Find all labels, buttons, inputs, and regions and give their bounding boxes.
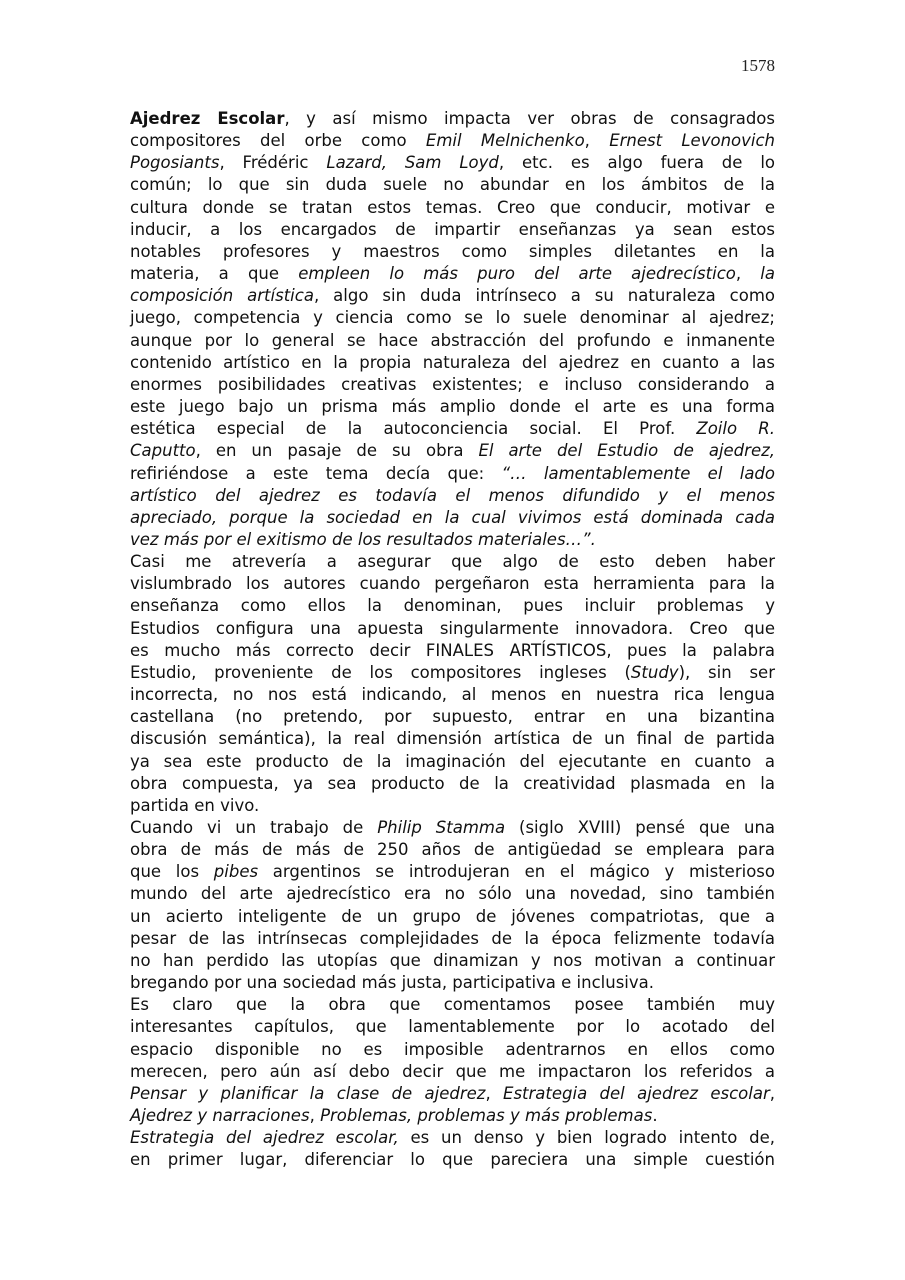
text-segment: espacio disponible no es imposible adentrarnos en ellos como (130, 1039, 775, 1059)
text-line (130, 950, 775, 972)
italic-text: apreciado, porque la sociedad en la cual vivimos está dominada cada (130, 507, 775, 527)
text-line (130, 662, 775, 684)
text-line (130, 529, 775, 551)
text-segment: (siglo XVIII) pensé que una (505, 818, 776, 837)
italic-text: Caputto (130, 441, 196, 461)
text-segment: refiriéndose a este tema decía que: (130, 463, 502, 483)
text-segment: , algo sin duda intrínseco a su naturaleza como (313, 286, 775, 306)
text-line (130, 928, 775, 950)
text-line (130, 839, 775, 861)
text-segment: un acierto inteligente de un grupo de jóvenes compatriotas, que a (130, 906, 775, 926)
italic-text: artístico del ajedrez es todavía el menos difundido y el menos (130, 485, 775, 505)
text-line (130, 197, 775, 219)
text-line (130, 507, 775, 529)
text-segment: ), sin ser (678, 662, 775, 682)
text-line (130, 640, 775, 662)
text-line (130, 418, 775, 440)
text-segment: en primer lugar, diferenciar lo que pareciera una simple cuestión (130, 1150, 775, 1170)
text-segment: ya sea este producto de la imaginación del ejecutante en cuanto a (130, 751, 775, 771)
text-line (130, 285, 775, 307)
page-number: 1578 (741, 56, 775, 75)
italic-text: empleen lo más puro del arte ajedrecístico (298, 264, 736, 284)
text-segment: obra compuesta, ya sea producto de la creatividad plasmada en la (130, 773, 775, 793)
text-segment: , (584, 131, 610, 151)
text-segment: interesantes capítulos, que lamentablemente por lo acotado del (130, 1017, 775, 1037)
italic-text: Ajedrez y narraciones (130, 1106, 310, 1126)
text-segment: materia, a que (130, 264, 299, 284)
text-segment: argentinos se introdujeran en el mágico y misterioso (258, 862, 775, 882)
bold-text: Ajedrez Escolar (130, 109, 285, 128)
italic-text: Pogosiants (130, 153, 220, 173)
text-line (130, 551, 775, 573)
text-segment: incorrecta, no nos está indicando, al menos en nuestra rica lengua (130, 685, 775, 705)
italic-text: “… lamentablemente el lado (501, 463, 775, 483)
text-line (130, 485, 775, 507)
text-segment: enormes posibilidades creativas existentes; e incluso considerando a (130, 374, 775, 394)
text-line (130, 728, 775, 750)
text-segment: común; lo que sin duda suele no abundar en los ámbitos de la (130, 175, 775, 195)
text-line (130, 994, 775, 1016)
italic-text: Lazard, Sam Loyd (326, 153, 499, 173)
text-line (130, 773, 775, 795)
text-segment: partida en vivo. (130, 795, 260, 815)
text-segment: , (769, 1083, 775, 1103)
text-segment: cultura donde se tratan estos temas. Creo que conducir, motivar e (130, 197, 775, 217)
text-line (130, 152, 775, 174)
text-line (130, 883, 775, 905)
italic-text: composición artística (130, 286, 314, 306)
text-line (130, 352, 775, 374)
text-segment: estética especial de la autoconciencia social. El Prof. (130, 419, 697, 439)
text-line (130, 1105, 775, 1127)
text-segment: Es claro que la obra que comentamos posee también muy (130, 995, 775, 1015)
text-segment: Estudios configura una apuesta singularmente innovadora. Creo que (130, 618, 775, 638)
text-segment: , Frédéric (219, 153, 327, 173)
text-segment: juego, competencia y ciencia como se lo suele denominar al ajedrez; (130, 308, 775, 328)
text-segment: pesar de las intrínsecas complejidades de la época felizmente todavía (130, 928, 775, 948)
text-segment: compositores del orbe como (130, 131, 426, 151)
text-segment: , (485, 1083, 504, 1103)
text-segment: Estudio, proveniente de los compositores ingleses ( (130, 662, 631, 682)
italic-text: Ernest Levonovich (609, 131, 776, 151)
text-segment: bregando por una sociedad más justa, participativa e inclusiva. (130, 973, 654, 993)
text-line (130, 396, 775, 418)
text-segment: , en un pasaje de su obra (195, 441, 479, 461)
italic-text: El arte del Estudio de ajedrez, (478, 441, 775, 461)
text-segment: mundo del arte ajedrecístico era no sólo una novedad, sino también (130, 884, 775, 904)
text-segment: , (309, 1106, 321, 1126)
text-line (130, 108, 775, 130)
text-line (130, 219, 775, 241)
text-segment: es mucho más correcto decir FINALES ARTÍSTICOS, pues la palabra (130, 640, 775, 660)
text-line (130, 307, 775, 329)
text-line (130, 1039, 775, 1061)
text-segment: castellana (no pretendo, por supuesto, entrar en una bizantina (130, 707, 775, 727)
text-segment: no han perdido las utopías que dinamizan y nos motivan a continuar (130, 950, 775, 970)
text-segment: , (735, 264, 761, 284)
italic-text: Estrategia del ajedrez escolar (503, 1083, 770, 1103)
text-line (130, 130, 775, 152)
text-line (130, 1061, 775, 1083)
italic-text: Pensar y planificar la clase de ajedrez (130, 1083, 486, 1103)
body-text (130, 108, 775, 1172)
italic-text: Zoilo R. (696, 419, 775, 439)
text-segment: discusión semántica), la real dimensión artística de un final de partida (130, 729, 775, 749)
text-line (130, 573, 775, 595)
text-line (130, 1016, 775, 1038)
text-segment: aunque por lo general se hace abstracción del profundo e inmanente (130, 330, 775, 350)
text-segment: inducir, a los encargados de impartir enseñanzas ya sean estos (130, 219, 775, 239)
italic-text: Problemas, problemas y más problemas (320, 1106, 653, 1126)
text-segment: contenido artístico en la propia naturaleza del ajedrez en cuanto a las (130, 352, 775, 372)
text-line (130, 1127, 775, 1149)
text-segment: , etc. es algo fuera de lo (498, 153, 775, 173)
italic-text: Emil Melnichenko (425, 131, 585, 151)
text-line (130, 1083, 775, 1105)
text-line (130, 440, 775, 462)
text-segment: que los (130, 862, 214, 882)
text-segment: . (652, 1106, 658, 1126)
italic-text: Estrategia del ajedrez escolar, (130, 1128, 399, 1148)
text-segment: merecen, pero aún así debo decir que me impactaron los referidos a (130, 1061, 775, 1081)
text-line (130, 618, 775, 640)
text-line (130, 241, 775, 263)
text-line (130, 1149, 775, 1171)
text-line (130, 751, 775, 773)
text-segment: Casi me atrevería a asegurar que algo de esto deben haber (130, 552, 775, 572)
text-line (130, 817, 775, 839)
italic-text: la (760, 264, 775, 284)
text-line (130, 463, 775, 485)
text-segment: , y así mismo impacta ver obras de consagrados (284, 109, 775, 128)
italic-text: Philip Stamma (377, 818, 506, 837)
text-line (130, 795, 775, 817)
text-line (130, 263, 775, 285)
text-line (130, 861, 775, 883)
italic-text: vez más por el exitismo de los resultados materiales…”. (130, 529, 596, 549)
text-segment: obra de más de más de 250 años de antigüedad se empleara para (130, 840, 775, 860)
text-line (130, 595, 775, 617)
text-segment: enseñanza como ellos la denominan, pues incluir problemas y (130, 596, 775, 616)
text-line (130, 330, 775, 352)
italic-text: pibes (213, 862, 259, 882)
italic-text: Study (630, 662, 679, 682)
text-line (130, 706, 775, 728)
text-line (130, 972, 775, 994)
text-segment: notables profesores y maestros como simples diletantes en la (130, 241, 775, 261)
text-segment: este juego bajo un prisma más amplio donde el arte es una forma (130, 397, 775, 417)
text-segment: es un denso y bien logrado intento de, (398, 1128, 775, 1148)
text-line (130, 174, 775, 196)
text-segment: Cuando vi un trabajo de (130, 818, 378, 837)
text-segment: vislumbrado los autores cuando pergeñaron esta herramienta para la (130, 574, 775, 594)
text-line (130, 684, 775, 706)
text-line (130, 374, 775, 396)
text-line (130, 906, 775, 928)
